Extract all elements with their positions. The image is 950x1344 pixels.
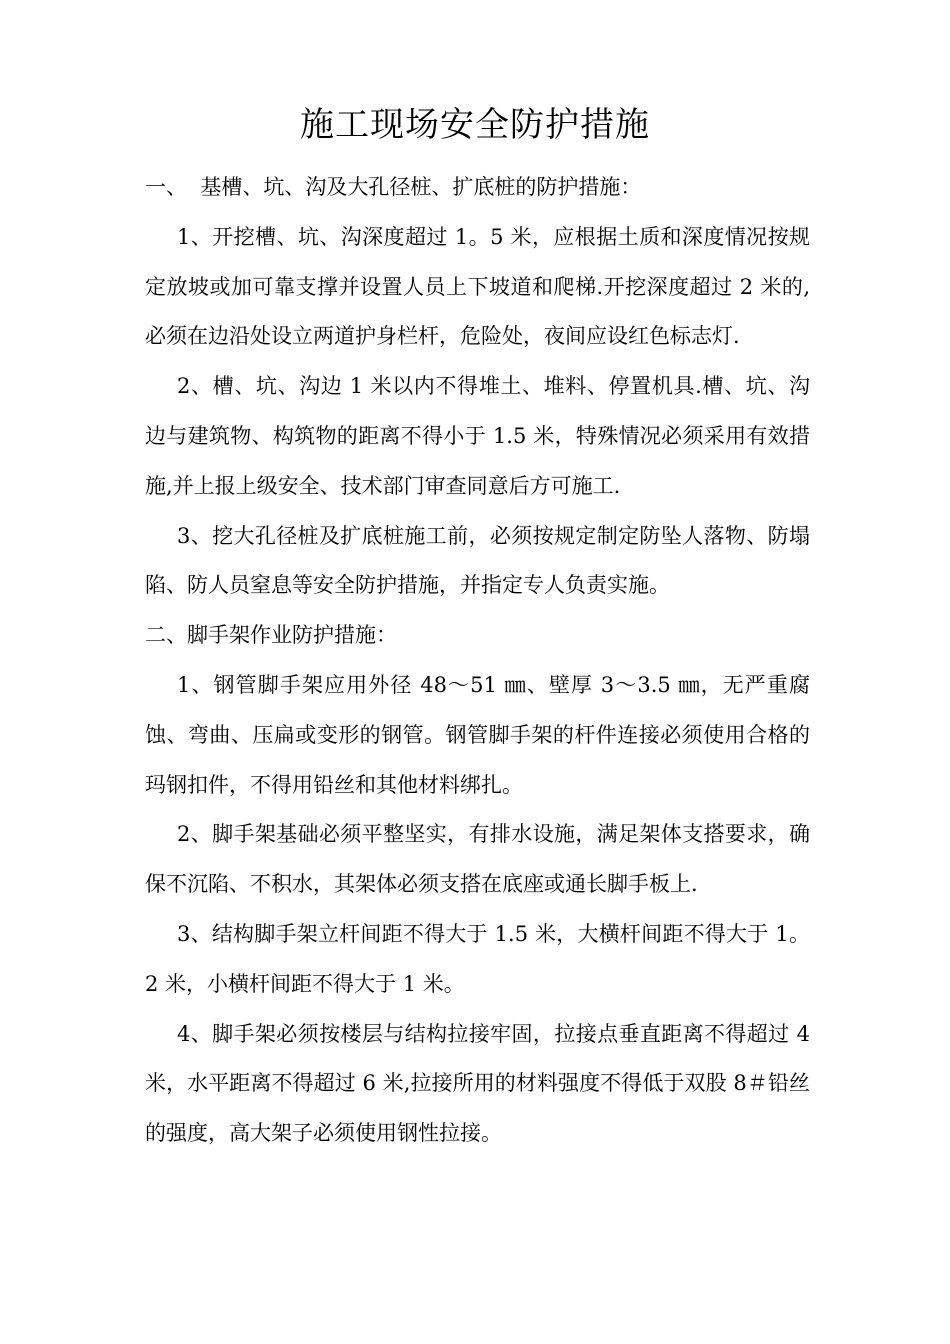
- paragraph-2-3: 3、结构脚手架立杆间距不得大于 1.5 米，大横杆间距不得大于 1。2 米，小横杆间距不得大于 1 米。: [145, 921, 810, 996]
- paragraph-2-1: 1、钢管脚手架应用外径 48～51 ㎜、壁厚 3～3.5 ㎜，无严重腐蚀、弯曲、压扁或变形的钢管。钢管脚手架的杆件连接必须使用合格的玛钢扣件，不得用铅丝和其他材料绑扎。: [145, 672, 810, 797]
- paragraph-2-2: 2、脚手架基础必须平整坚实，有排水设施，满足架体支搭要求，确保不沉陷、不积水，其架体必须支搭在底座或通长脚手板上.: [145, 822, 810, 897]
- page-title: 施工现场安全防护措施: [300, 105, 650, 145]
- document-body: [145, 163, 810, 1159]
- paragraph-1-2: 2、槽、坑、沟边 1 米以内不得堆土、堆料、停置机具.槽、坑、沟边与建筑物、构筑物的距离不得小于 1.5 米，特殊情况必须采用有效措施,并上报上级安全、技术部门审查同意后方可施工.: [145, 374, 810, 498]
- paragraph-2-4: 4、脚手架必须按楼层与结构拉接牢固，拉接点垂直距离不得超过 4 米，水平距离不得超过 6 米,拉接所用的材料强度不得低于双股 8＃铅丝的强度，高大架子必须使用钢性拉接。: [145, 1021, 810, 1146]
- paragraph-1-3: 3、挖大孔径桩及扩底桩施工前，必须按规定制定防坠人落物、防塌陷、防人员窒息等安全防护措施，并指定专人负责实施。: [145, 523, 810, 598]
- paragraph-1-1: 1、开挖槽、坑、沟深度超过 1。5 米，应根据土质和深度情况按规定放坡或加可靠支撑并设置人员上下坡道和爬梯.开挖深度超过 2 米的,必须在边沿处设立两道护身栏杆，危险处，夜间应设红色标志灯.: [145, 224, 810, 349]
- section-heading-1: 一、 基槽、坑、沟及大孔径桩、扩底桩的防护措施：: [145, 175, 642, 199]
- section-heading-2: 二、脚手架作业防护措施：: [145, 623, 397, 648]
